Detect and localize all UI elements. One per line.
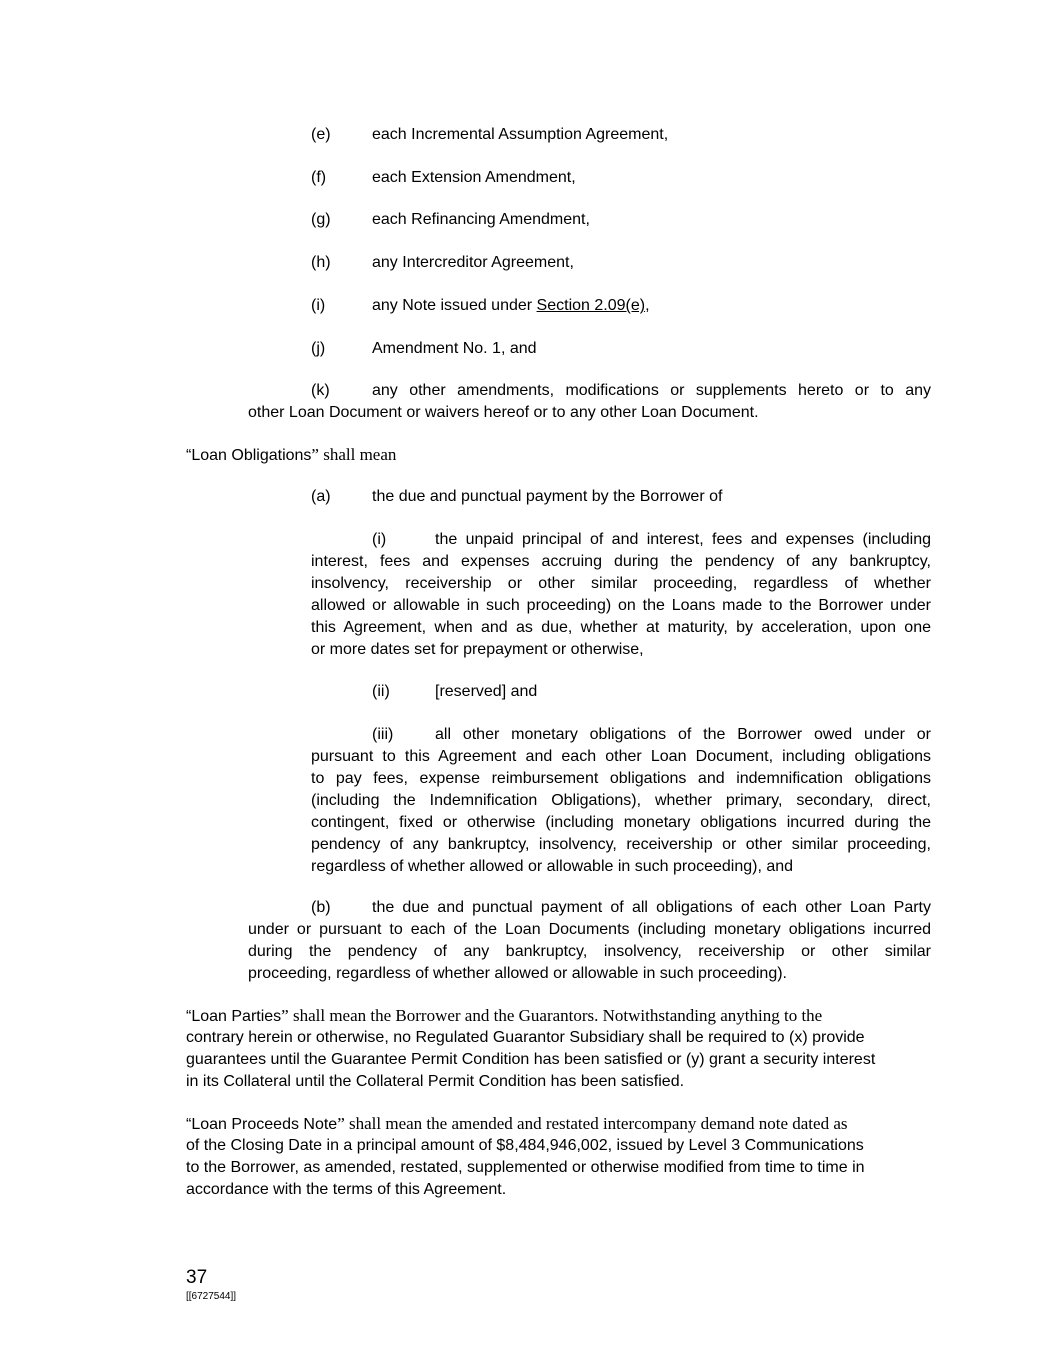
definition-text-line: in its Collateral until the Collateral Permit Condition has been satisfied. xyxy=(186,1073,685,1090)
item-text-line: any other amendments, modifications or supplements hereto or to any xyxy=(372,382,931,399)
subitem-label: (iii) xyxy=(372,726,394,743)
item-text-line: the due and punctual payment of all obligations of each other Loan Party xyxy=(372,899,931,916)
item-text: any Intercreditor Agreement, xyxy=(372,254,574,271)
definition-heading xyxy=(186,1005,822,1028)
item-text: each Extension Amendment, xyxy=(372,169,576,186)
subitem-text: [reserved] and xyxy=(435,683,538,700)
definition-heading xyxy=(186,444,396,467)
item-text xyxy=(372,295,650,317)
item-text-post: , xyxy=(645,297,650,314)
subitem-text-line: allowed or allowable in such proceeding) on the Loans made to the Borrower under xyxy=(311,597,931,614)
item-text: each Refinancing Amendment, xyxy=(372,211,590,228)
subitem-text-line: pendency of any bankruptcy, insolvency, receivership or other similar proceeding, xyxy=(311,836,931,853)
item-text-line: under or pursuant to each of the Loan Documents (including monetary obligations incurred xyxy=(248,921,931,938)
definition-term: “Loan Parties xyxy=(186,1008,282,1025)
subitem-text-line: or more dates set for prepayment or otherwise, xyxy=(311,641,644,658)
definition-term: “Loan Obligations xyxy=(186,447,312,464)
item-label: (f) xyxy=(311,169,327,186)
item-label: (e) xyxy=(311,126,331,143)
subitem-text-line: the unpaid principal of and interest, fees and expenses (including xyxy=(435,531,931,548)
item-label: (h) xyxy=(311,254,331,271)
definition-intro: ” shall mean the amended and restated intercompany demand note dated as xyxy=(337,1114,848,1133)
subitem-text-line: all other monetary obligations of the Borrower owed under or xyxy=(435,726,931,743)
definition-text-line: accordance with the terms of this Agreement. xyxy=(186,1181,507,1198)
item-label: (i) xyxy=(311,297,326,314)
item-label: (k) xyxy=(311,382,330,399)
item-label: (j) xyxy=(311,340,326,357)
item-label: (b) xyxy=(311,899,331,916)
definition-text-line: of the Closing Date in a principal amount of $8,484,946,002, issued by Level 3 Communications xyxy=(186,1137,864,1154)
subitem-text-line: this Agreement, when and as due, whether at maturity, by acceleration, upon one xyxy=(311,619,931,636)
subitem-text-line: contingent, fixed or otherwise (including monetary obligations incurred during the xyxy=(311,814,931,831)
item-text-pre: any Note issued under xyxy=(372,297,537,314)
definition-text-line: guarantees until the Guarantee Permit Condition has been satisfied or (y) grant a security interest xyxy=(186,1051,876,1068)
definition-text-line: contrary herein or otherwise, no Regulated Guarantor Subsidiary shall be required to (x) provide xyxy=(186,1029,865,1046)
item-text: Amendment No. 1, and xyxy=(372,340,537,357)
subitem-label: (i) xyxy=(372,531,387,548)
subitem-text-line: insolvency, receivership or other similar proceeding, regardless of whether xyxy=(311,575,931,592)
definition-term: “Loan Proceeds Note xyxy=(186,1116,338,1133)
subitem-text-line: (including the Indemnification Obligations), whether primary, secondary, direct, xyxy=(311,792,931,809)
subitem-text-line: regardless of whether allowed or allowable in such proceeding), and xyxy=(311,858,794,875)
subitem-text-line: pursuant to this Agreement and each other Loan Document, including obligations xyxy=(311,748,931,765)
section-reference-link[interactable]: Section 2.09(e) xyxy=(536,297,646,314)
definition-intro: ” shall mean xyxy=(311,445,397,464)
subitem-text-line: interest, fees and expenses accruing during the pendency of any bankruptcy, xyxy=(311,553,931,570)
item-text: each Incremental Assumption Agreement, xyxy=(372,126,669,143)
item-text-line: other Loan Document or waivers hereof or to any other Loan Document. xyxy=(248,404,759,421)
definition-intro: ” shall mean the Borrower and the Guarantors. Notwithstanding anything to the xyxy=(281,1006,823,1025)
subitem-text-line: to pay fees, expense reimbursement obligations and indemnification obligations xyxy=(311,770,931,787)
item-text-line: proceeding, regardless of whether allowed or allowable in such proceeding). xyxy=(248,965,787,982)
item-label: (a) xyxy=(311,488,331,505)
definition-heading xyxy=(186,1113,847,1136)
item-text-line: during the pendency of any bankruptcy, insolvency, receivership or other similar xyxy=(248,943,931,960)
definition-text-line: to the Borrower, as amended, restated, supplemented or otherwise modified from time to time in xyxy=(186,1159,865,1176)
item-label: (g) xyxy=(311,211,331,228)
document-id: [[6727544]] xyxy=(186,1291,237,1302)
item-text: the due and punctual payment by the Borrower of xyxy=(372,488,723,505)
subitem-label: (ii) xyxy=(372,683,390,700)
page-number: 37 xyxy=(186,1267,208,1288)
